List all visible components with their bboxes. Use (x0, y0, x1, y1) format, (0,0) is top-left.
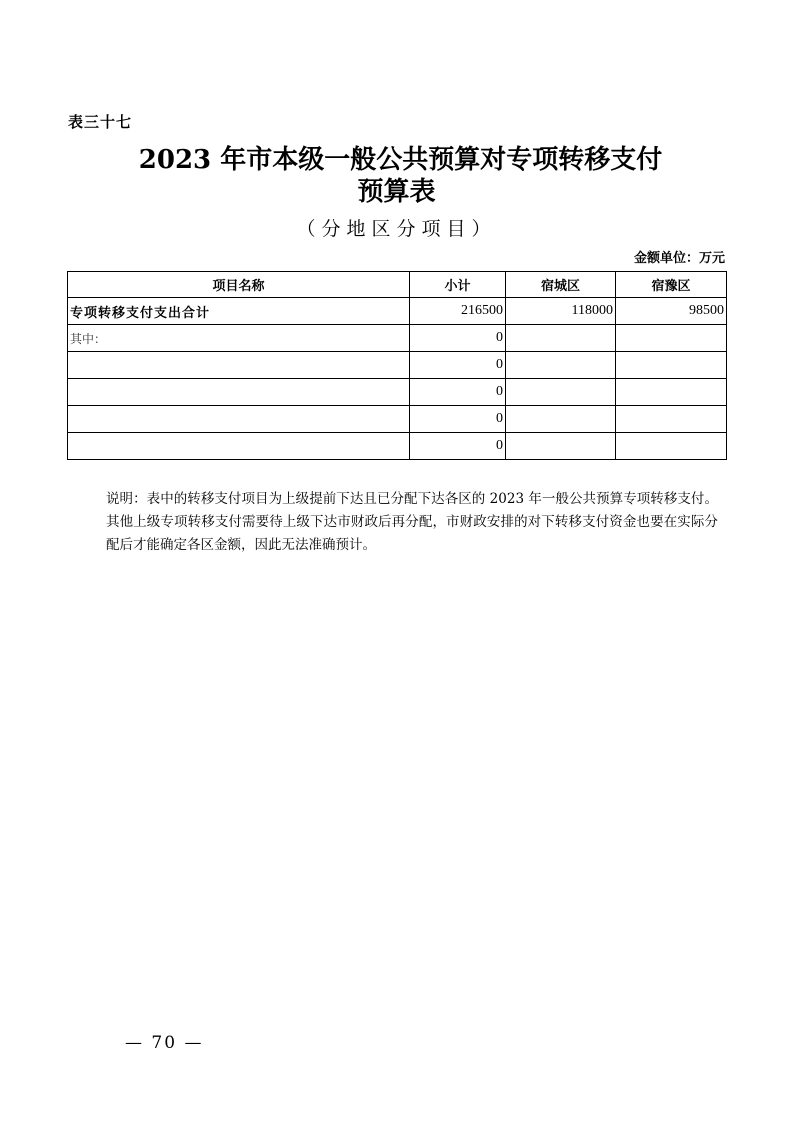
table-row (68, 433, 727, 460)
document-title: 2023 年市本级一般公共预算对专项转移支付 (138, 145, 663, 175)
row-item-name: 专项转移支付支出合计 (68, 298, 410, 325)
row-subtotal: 0 (410, 325, 506, 352)
budget-table (67, 271, 727, 460)
row-sucheng (506, 325, 616, 352)
explanatory-note: 说明：表中的转移支付项目为上级提前下达且已分配下达各区的 2023 年一般公共预算专项转移支付。其他上级专项转移支付需要待上级下达市财政后再分配，市财政安排的对下转移支付资金也要在实际分配后才能确定各区金额，因此无法准确预计。 (106, 491, 718, 553)
row-suyu (616, 352, 727, 379)
row-subtotal: 0 (410, 352, 506, 379)
amount-unit: 金额单位：万元 (633, 251, 725, 266)
row-subtotal: 216500 (410, 298, 506, 325)
row-suyu: 98500 (616, 298, 727, 325)
row-item-name (68, 352, 410, 379)
row-item-name (68, 433, 410, 460)
column-header-subtotal: 小计 (410, 272, 506, 298)
column-header-sucheng: 宿城区 (506, 272, 616, 298)
row-item-name: 其中： (68, 325, 410, 352)
document-title-continued: 预算表 (357, 177, 436, 207)
row-subtotal: 0 (410, 433, 506, 460)
row-item-name (68, 379, 410, 406)
row-suyu (616, 406, 727, 433)
table-row (68, 352, 727, 379)
row-sucheng (506, 352, 616, 379)
row-sucheng (506, 406, 616, 433)
row-subtotal: 0 (410, 406, 506, 433)
column-header-item-name: 项目名称 (68, 272, 410, 298)
table-number: 表三十七 (68, 113, 133, 131)
row-suyu (616, 325, 727, 352)
table-header-row (68, 272, 727, 298)
table-row (68, 406, 727, 433)
row-subtotal: 0 (410, 379, 506, 406)
row-item-name (68, 406, 410, 433)
row-suyu (616, 379, 727, 406)
row-sucheng (506, 379, 616, 406)
row-suyu (616, 433, 727, 460)
table-row (68, 379, 727, 406)
document-subtitle: （分地区分项目） (296, 218, 497, 240)
column-header-suyu: 宿豫区 (616, 272, 727, 298)
table-row-total (68, 298, 727, 325)
row-sucheng: 118000 (506, 298, 616, 325)
table-row (68, 325, 727, 352)
row-sucheng (506, 433, 616, 460)
page-number: — 70 — (125, 1033, 204, 1053)
